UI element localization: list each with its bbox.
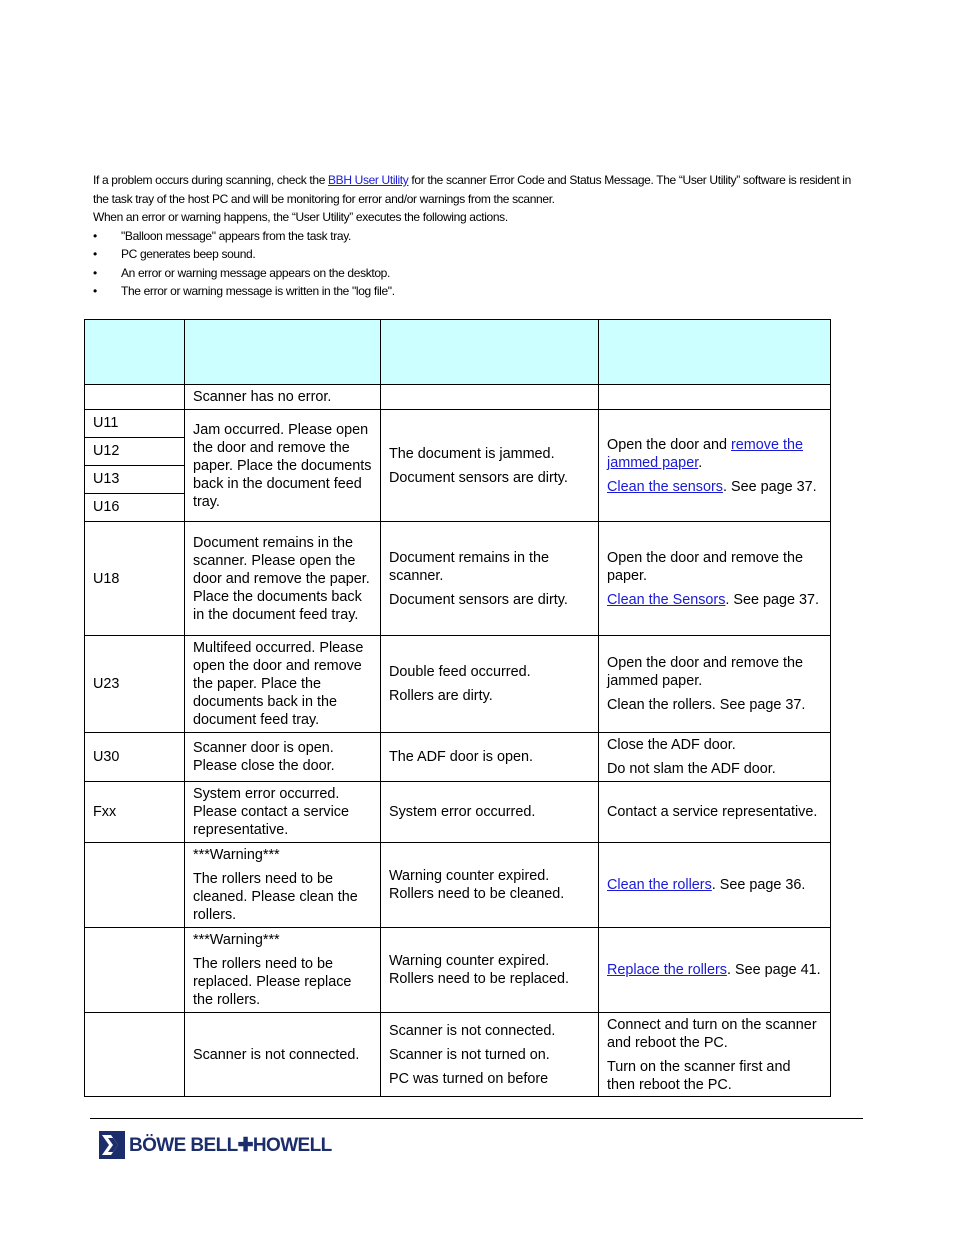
solution-text: Do not slam the ADF door. bbox=[607, 761, 776, 777]
table-row bbox=[85, 522, 831, 636]
message-cell: Multifeed occurred. Please open the door and remove the paper. Place the documents back in the document feed tray. bbox=[185, 636, 381, 733]
solution-cell bbox=[599, 843, 831, 928]
cause-text: Document sensors are dirty. bbox=[389, 591, 568, 608]
message-text: The rollers need to be replaced. Please replace the rollers. bbox=[193, 956, 352, 1008]
warning-label: ***Warning*** bbox=[193, 847, 280, 863]
company-logo bbox=[99, 1131, 332, 1159]
solution-text: Open the door and remove the paper. bbox=[607, 549, 804, 584]
header-cell bbox=[599, 320, 831, 385]
message-cell: System error occurred. Please contact a service representative. bbox=[185, 782, 381, 843]
solution-text: Connect and turn on the scanner and reboot the PC. bbox=[607, 1016, 817, 1051]
solution-text-part: . See page 37. bbox=[725, 591, 820, 608]
cause-cell: System error occurred. bbox=[381, 782, 599, 843]
error-code: U11 bbox=[85, 410, 184, 438]
code-cell bbox=[85, 410, 185, 522]
error-code: U16 bbox=[93, 499, 120, 515]
code-cell: U23 bbox=[85, 636, 185, 733]
table-header-row bbox=[85, 320, 831, 385]
table-row bbox=[85, 843, 831, 928]
intro-paragraph-2: When an error or warning happens, the “User Utility” executes the following actions. bbox=[93, 210, 508, 224]
code-list bbox=[85, 410, 184, 521]
solution-cell bbox=[599, 1013, 831, 1097]
cause-cell bbox=[381, 522, 599, 636]
solution-text bbox=[607, 436, 822, 472]
solution-text bbox=[607, 961, 822, 979]
solution-text-part: . See page 41. bbox=[726, 962, 821, 978]
bbh-user-utility-link[interactable]: BBH User Utility bbox=[328, 173, 409, 187]
message-cell: Scanner has no error. bbox=[185, 385, 381, 410]
warning-label: ***Warning*** bbox=[193, 932, 280, 948]
code-cell bbox=[85, 843, 185, 928]
cause-text: Rollers are dirty. bbox=[389, 688, 493, 704]
solution-text: Open the door and remove the jammed paper. bbox=[607, 655, 804, 689]
cause-cell: Warning counter expired. Rollers need to be cleaned. bbox=[381, 843, 599, 928]
cause-text: Document remains in the scanner. bbox=[389, 549, 549, 584]
list-item: • PC generates beep sound. bbox=[93, 245, 853, 264]
solution-text bbox=[607, 478, 822, 496]
cause-text: Double feed occurred. bbox=[389, 664, 531, 680]
solution-cell: Contact a service representative. bbox=[599, 782, 831, 843]
list-item: • An error or warning message appears on the desktop. bbox=[93, 264, 853, 283]
code-cell: Fxx bbox=[85, 782, 185, 843]
solution-cell bbox=[599, 410, 831, 522]
clean-rollers-link[interactable]: Clean the rollers bbox=[607, 877, 712, 893]
cause-text: Document sensors are dirty. bbox=[389, 469, 568, 486]
code-cell bbox=[85, 385, 185, 410]
table-row bbox=[85, 733, 831, 782]
intro-paragraph bbox=[93, 171, 853, 208]
cause-cell bbox=[381, 410, 599, 522]
solution-text-part: . bbox=[698, 454, 703, 471]
cause-text: The document is jammed. bbox=[389, 445, 555, 462]
code-cell: U18 bbox=[85, 522, 185, 636]
clean-sensors-link[interactable]: Clean the sensors bbox=[607, 478, 723, 495]
footer-divider bbox=[90, 1118, 863, 1119]
list-item: • "Balloon message" appears from the task tray. bbox=[93, 227, 853, 246]
table-row bbox=[85, 636, 831, 733]
header-cell bbox=[185, 320, 381, 385]
error-code-table bbox=[84, 319, 831, 1097]
clean-sensors-link[interactable]: Clean the Sensors bbox=[607, 591, 726, 608]
code-cell: U30 bbox=[85, 733, 185, 782]
error-code: U12 bbox=[85, 438, 184, 466]
table-row bbox=[85, 782, 831, 843]
header-cell bbox=[85, 320, 185, 385]
cause-text: Scanner is not turned on. bbox=[389, 1046, 550, 1063]
message-cell: Jam occurred. Please open the door and remove the paper. Place the documents back in the document feed tray. bbox=[185, 410, 381, 522]
table-row bbox=[85, 385, 831, 410]
bbh-chevron-icon bbox=[99, 1131, 125, 1159]
solution-cell bbox=[599, 928, 831, 1013]
cause-text: PC was turned on before bbox=[389, 1070, 549, 1087]
list-item: • The error or warning message is written in the "log file". bbox=[93, 282, 853, 301]
table-row bbox=[85, 928, 831, 1013]
intro-section bbox=[93, 171, 853, 301]
solution-cell bbox=[599, 636, 831, 733]
message-cell: Document remains in the scanner. Please open the door and remove the paper. Place the documents back in the document feed tray. bbox=[185, 522, 381, 636]
message-cell bbox=[185, 928, 381, 1013]
table-row bbox=[85, 1013, 831, 1097]
replace-rollers-link[interactable]: Replace the rollers bbox=[607, 962, 727, 978]
remove-jammed-paper-link[interactable]: remove the jammed paper bbox=[607, 436, 804, 471]
cause-cell bbox=[381, 636, 599, 733]
header-cell bbox=[381, 320, 599, 385]
cause-cell: The ADF door is open. bbox=[381, 733, 599, 782]
solution-text-part: . See page 37. bbox=[723, 478, 817, 495]
logo-wordmark: BÖWE BELL✚HOWELL bbox=[129, 1134, 332, 1156]
error-code: U13 bbox=[85, 466, 184, 494]
intro-text: If a problem occurs during scanning, check the bbox=[93, 173, 329, 187]
message-cell bbox=[185, 843, 381, 928]
solution-text: Clean the rollers. See page 37. bbox=[607, 697, 806, 713]
code-cell bbox=[85, 1013, 185, 1097]
solution-text bbox=[607, 591, 822, 609]
code-cell bbox=[85, 928, 185, 1013]
cause-cell bbox=[381, 1013, 599, 1097]
solution-text: Turn on the scanner first and then reboot the PC. bbox=[607, 1058, 791, 1093]
message-cell: Scanner is not connected. bbox=[185, 1013, 381, 1097]
cause-text: Scanner is not connected. bbox=[389, 1022, 556, 1039]
cause-cell bbox=[381, 385, 599, 410]
message-text: The rollers need to be cleaned. Please clean the rollers. bbox=[193, 871, 358, 923]
solution-text-part: . See page 36. bbox=[711, 877, 806, 893]
message-cell: Scanner door is open. Please close the door. bbox=[185, 733, 381, 782]
solution-text-part: Open the door and bbox=[607, 436, 732, 453]
solution-cell bbox=[599, 522, 831, 636]
cause-cell: Warning counter expired. Rollers need to be replaced. bbox=[381, 928, 599, 1013]
solution-cell bbox=[599, 385, 831, 410]
solution-cell bbox=[599, 733, 831, 782]
solution-text: Close the ADF door. bbox=[607, 737, 736, 753]
solution-text bbox=[607, 876, 822, 894]
intro-text: for the scanner Error Code and Status Message. The “User Utility” software is resident in the task tray of the host PC and will be monitoring for error and/or warnings from the scanner. bbox=[93, 173, 851, 206]
table-row bbox=[85, 410, 831, 522]
actions-list bbox=[93, 227, 853, 301]
